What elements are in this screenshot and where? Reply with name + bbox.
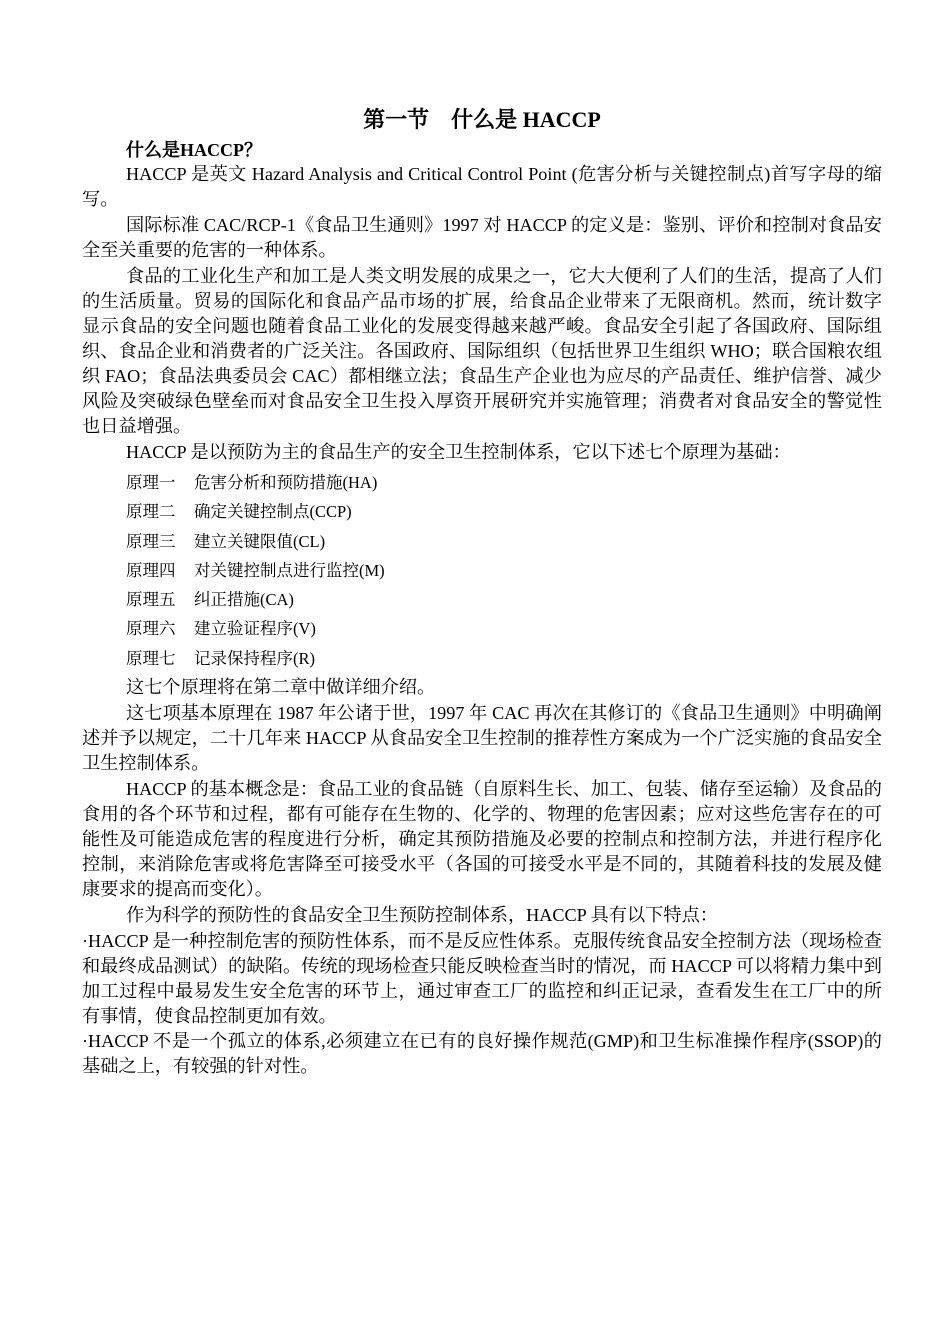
paragraph: 国际标准 CAC/RCP-1《食品卫生通则》1997 对 HACCP 的定义是：鉴别、评价和控制对食品安全至关重要的危害的一种体系。 [82, 215, 882, 260]
principle-item [82, 527, 882, 556]
principle-item [82, 644, 882, 673]
principle-name: 原理四 [126, 560, 176, 580]
principle-name: 原理一 [126, 473, 176, 492]
principle-desc: 记录保持程序(R) [194, 648, 315, 668]
paragraph: 这七个原理将在第二章中做详细介绍。 [126, 677, 436, 698]
principles-list [82, 468, 882, 673]
principle-item [82, 497, 882, 526]
paragraph: 作为科学的预防性的食品安全卫生预防控制体系，HACCP 具有以下特点： [126, 905, 718, 926]
document-body [82, 106, 882, 1079]
question-heading: 什么是HACCP？ [126, 140, 262, 160]
paragraph: HACCP 是以预防为主的食品生产的安全卫生控制体系，它以下述七个原理为基础： [126, 442, 791, 462]
paragraph: 食品的工业化生产和加工是人类文明发展的成果之一，它大大便利了人们的生活，提高了人们的生活质量。贸易的国际化和食品产品市场的扩展，给食品企业带来了无限商机。然而，统计数字显示食品的安全问题也随着食品工业化的发展变得越来越严峻。食品安全引起了各国政府、国际组织、食品企业和消费者的广泛关注。各国政府、国际组织（包括世界卫生组织 WHO；联合国粮农组织 FAO；食品法典委员会 CAC）都相继立法；食品生产企业也为应尽的产品责任、维护信誉、减少风险及突破绿色壁垒而对食品安全卫生投入厚资开展研究并实施管理；消费者对食品安全的警觉性也日益增强。 [82, 266, 882, 436]
principle-item [82, 556, 882, 585]
principle-desc: 危害分析和预防措施(HA) [194, 473, 378, 492]
principle-name: 原理七 [126, 648, 176, 668]
principle-name: 原理五 [126, 590, 176, 610]
principle-item [82, 585, 882, 614]
principle-item [82, 614, 882, 643]
principle-name: 原理三 [126, 531, 176, 551]
section-title: 第一节 什么是 HACCP [363, 107, 601, 132]
principle-desc: 建立关键限值(CL) [194, 531, 326, 551]
principle-desc: 纠正措施(CA) [194, 590, 294, 610]
principle-desc: 对关键控制点进行监控(M) [194, 560, 385, 580]
principle-item [82, 468, 882, 497]
paragraph: HACCP 的基本概念是：食品工业的食品链（自原料生长、加工、包装、储存至运输）及食品的食用的各个环节和过程，都有可能存在生物的、化学的、物理的危害因素；应对这些危害存在的可能性及可能造成危害的程度进行分析，确定其预防措施及必要的控制点和控制方法，并进行程序化控制，来消除危害或将危害降至可接受水平（各国的可接受水平是不同的，其随着科技的发展及健康要求的提高而变化）。 [82, 779, 882, 900]
feature-bullet: ·HACCP 是一种控制危害的预防性体系，而不是反应性体系。克服传统食品安全控制方法（现场检查和最终成品测试）的缺陷。传统的现场检查只能反映检查当时的情况，而 HACCP 可以将精力集中到加工过程中最易发生安全危害的环节上，通过审查工厂的监控和纠正记录，查看发生在工厂中的所有事情，使食品控制更加有效。 [82, 931, 882, 1027]
feature-bullet: ·HACCP 不是一个孤立的体系,必须建立在已有的良好操作规范(GMP)和卫生标准操作程序(SSOP)的基础之上，有较强的针对性。 [82, 1031, 882, 1077]
principle-desc: 建立验证程序(V) [194, 619, 316, 639]
paragraph: HACCP 是英文 Hazard Analysis and Critical Control Point (危害分析与关键控制点)首写字母的缩写。 [82, 164, 882, 209]
principle-desc: 确定关键控制点(CCP) [194, 502, 352, 522]
principle-name: 原理二 [126, 502, 176, 522]
paragraph: 这七项基本原理在 1987 年公诸于世，1997 年 CAC 再次在其修订的《食品卫生通则》中明确阐述并予以规定，二十几年来 HACCP 从食品安全卫生控制的推荐性方案成为一个广泛实施的食品安全卫生控制体系。 [82, 703, 882, 774]
principle-name: 原理六 [126, 619, 176, 639]
